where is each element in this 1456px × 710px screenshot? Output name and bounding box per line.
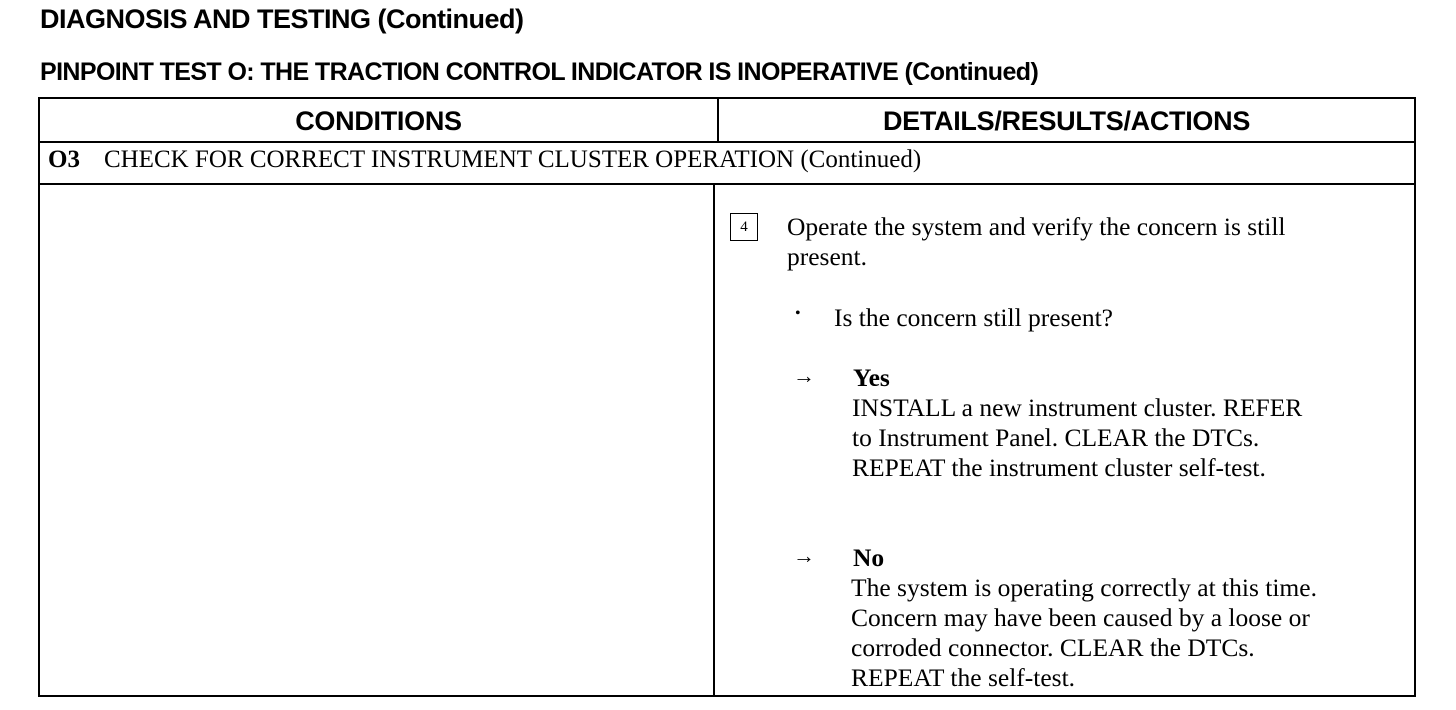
- yes-action-line: REPEAT the instrument cluster self-test.: [852, 453, 1266, 482]
- substep-question: Is the concern still present?: [834, 303, 1113, 332]
- no-action-line: corroded connector. CLEAR the DTCs.: [851, 633, 1255, 662]
- yes-action-line: to Instrument Panel. CLEAR the DTCs.: [852, 423, 1260, 452]
- pinpoint-test-title: PINPOINT TEST O: THE TRACTION CONTROL INDICATOR IS INOPERATIVE (Continued): [40, 58, 1039, 86]
- no-action-line: The system is operating correctly at this time.: [851, 573, 1317, 602]
- step-row: [48, 146, 921, 174]
- conditions-cell: [40, 185, 713, 693]
- step-id: O3: [48, 146, 80, 173]
- yes-label: Yes: [853, 363, 890, 392]
- no-arrow-icon: →: [793, 543, 815, 568]
- substep-instruction-line: Operate the system and verify the concern is still: [787, 212, 1286, 241]
- no-action-line: REPEAT the self-test.: [851, 663, 1076, 692]
- page-title: DIAGNOSIS AND TESTING (Continued): [40, 4, 524, 34]
- yes-arrow-icon: →: [793, 363, 815, 388]
- no-action-line: Concern may have been caused by a loose or: [851, 603, 1310, 632]
- pinpoint-test-table: [38, 97, 1416, 697]
- column-divider-body: [713, 183, 715, 695]
- conditions-column-header: CONDITIONS: [295, 105, 462, 136]
- header-row-divider: [40, 141, 1414, 143]
- details-column-header: DETAILS/RESULTS/ACTIONS: [882, 105, 1251, 136]
- no-label: No: [853, 543, 885, 572]
- substep-instruction-line: present.: [787, 242, 868, 271]
- yes-action-line: INSTALL a new instrument cluster. REFER: [852, 393, 1303, 422]
- bullet-icon: •: [795, 305, 801, 322]
- substep-number-box: 4: [730, 213, 758, 241]
- step-title: CHECK FOR CORRECT INSTRUMENT CLUSTER OPERATION (Continued): [103, 146, 922, 173]
